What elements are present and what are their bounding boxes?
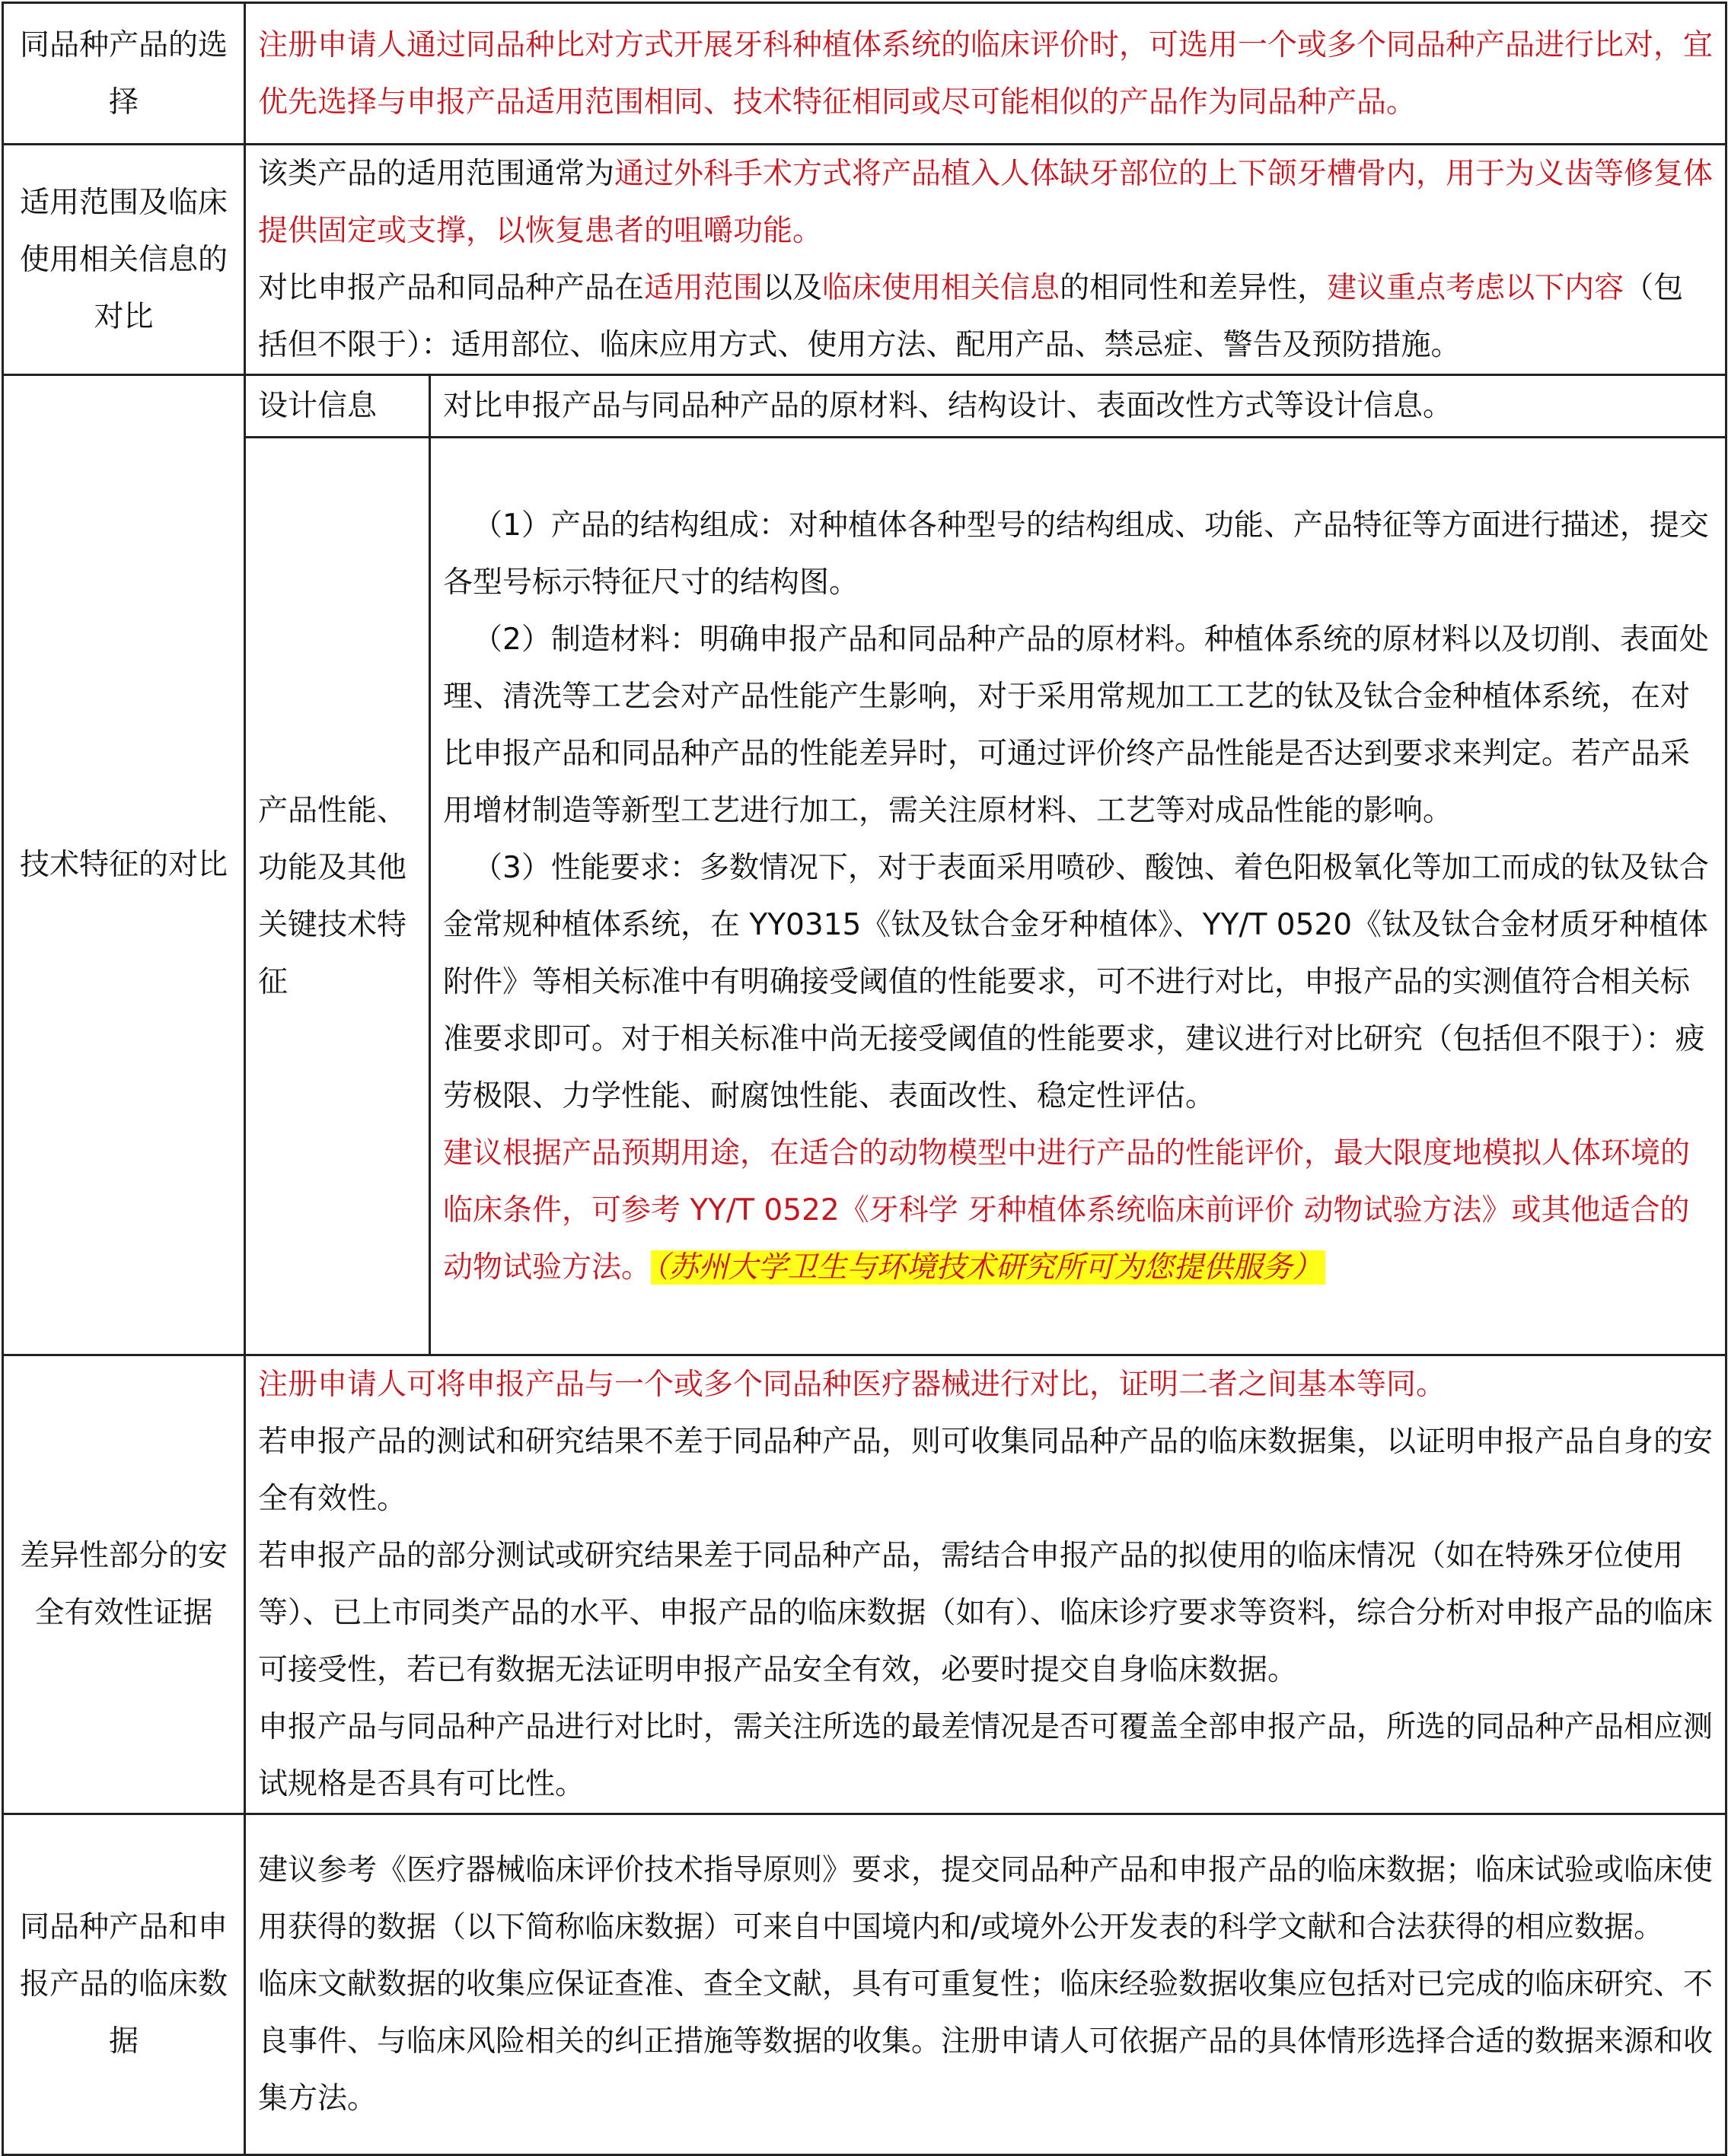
evidence-paragraph-3: 若申报产品的部分测试或研究结果差于同品种产品，需结合申报产品的拟使用的临床情况（如在特殊牙位使用等）、已上市同类产品的水平、申报产品的临床数据（如有）、临床诊疗要求等资料，综合分析对申报产品的临床可接受性，若已有数据无法证明申报产品安全有效，必要时提交自身临床数据。 [258,1539,1714,1687]
table-row [3,438,1726,1355]
scope-paragraph-2: 对比申报产品和同品种产品在适用范围以及临床使用相关信息的相同性和差异性，建议重点考虑以下内容（包括但不限于）：适用部位、临床应用方式、使用方法、配用产品、禁忌症、警告及预防措施。 [258,271,1684,362]
table-row [3,1814,1726,2155]
row-content-scope [245,145,1726,375]
service-highlight: （苏州大学卫生与环境技术研究所可为您提供服务） [651,1250,1325,1285]
performance-content [430,438,1726,1355]
evidence-paragraph-4: 申报产品与同品种产品进行对比时，需关注所选的最差情况是否可覆盖全部申报产品，所选的同品种产品相应测试规格是否具有可比性。 [258,1710,1714,1801]
row-label-evidence: 差异性部分的安全有效性证据 [3,1355,245,1814]
animal-test-item: 建议根据产品预期用途，在适合的动物模型中进行产品的性能评价，最大限度地模拟人体环境的临床条件，可参考 YY/T 0522《牙科学 牙种植体系统临床前评价 动物试验方法》或其他适合的动物试验方法。 （苏州大学卫生与环境技术研究所可为您提供服务） [443,1135,1691,1285]
performance-label: 产品性能、功能及其他关键技术特征 [245,438,430,1355]
material-item: （2）制造材料：明确申报产品和同品种产品的原材料。种植体系统的原材料以及切削、表面处理、清洗等工艺会对产品性能产生影响，对于采用常规加工工艺的钛及钛合金种植体系统，在对比申报产品和同品种产品的性能差异时，可通过评价终产品性能是否达到要求来判定。若产品采用增材制造等新型工艺进行加工，需关注原材料、工艺等对成品性能的影响。 [443,622,1709,828]
row-label-selection: 同品种产品的选择 [3,3,245,145]
structure-item: （1）产品的结构组成：对种植体各种型号的结构组成、功能、产品特征等方面进行描述，提交各型号标示特征尺寸的结构图。 [443,508,1709,600]
table-row [3,3,1726,145]
design-info-label: 设计信息 [245,375,430,438]
table-row [3,375,1726,438]
row-content-clinical [245,1814,1726,2155]
table-row [3,1355,1726,1814]
row-label-tech: 技术特征的对比 [3,375,245,1355]
row-content-evidence [245,1355,1726,1814]
evidence-paragraph-1: 注册申请人可将申报产品与一个或多个同品种医疗器械进行对比，证明二者之间基本等同。 [258,1368,1446,1402]
design-info-text: 对比申报产品与同品种产品的原材料、结构设计、表面改性方式等设计信息。 [430,375,1726,438]
clinical-paragraph-2: 临床文献数据的收集应保证查准、查全文献，具有可重复性；临床经验数据收集应包括对已完成的临床研究、不良事件、与临床风险相关的纠正措施等数据的收集。注册申请人可依据产品的具体情形选择合适的数据来源和收集方法。 [258,1967,1714,2116]
row-label-scope: 适用范围及临床使用相关信息的对比 [3,145,245,375]
table-row [3,145,1726,375]
evaluation-table [2,2,1727,2156]
row-label-clinical: 同品种产品和申报产品的临床数据 [3,1814,245,2155]
clinical-paragraph-1: 建议参考《医疗器械临床评价技术指导原则》要求，提交同品种产品和申报产品的临床数据；临床试验或临床使用获得的数据（以下简称临床数据）可来自中国境内和/或境外公开发表的科学文献和合法获得的相应数据。 [258,1853,1714,1944]
performance-item: （3）性能要求：多数情况下，对于表面采用喷砂、酸蚀、着色阳极氧化等加工而成的钛及钛合金常规种植体系统，在 YY0315《钛及钛合金牙种植体》、YY/T 0520《钛及钛合金材质牙种植体附件》等相关标准中有明确接受阈值的性能要求，可不进行对比，申报产品的实测值符合相关标准要求即可。对于相关标准中尚无接受阈值的性能要求，建议进行对比研究（包括但不限于）：疲劳极限、力学性能、耐腐蚀性能、表面改性、稳定性评估。 [443,850,1709,1113]
row-content-selection [245,3,1726,145]
evidence-paragraph-2: 若申报产品的测试和研究结果不差于同品种产品，则可收集同品种产品的临床数据集，以证明申报产品自身的安全有效性。 [258,1425,1714,1516]
selection-text: 注册申请人通过同品种比对方式开展牙科种植体系统的临床评价时，可选用一个或多个同品种产品进行比对，宜优先选择与申报产品适用范围相同、技术特征相同或尽可能相似的产品作为同品种产品。 [258,27,1714,119]
scope-paragraph-1: 该类产品的适用范围通常为通过外科手术方式将产品植入人体缺牙部位的上下颌牙槽骨内，用于为义齿等修复体提供固定或支撑，以恢复患者的咀嚼功能。 [258,157,1714,248]
